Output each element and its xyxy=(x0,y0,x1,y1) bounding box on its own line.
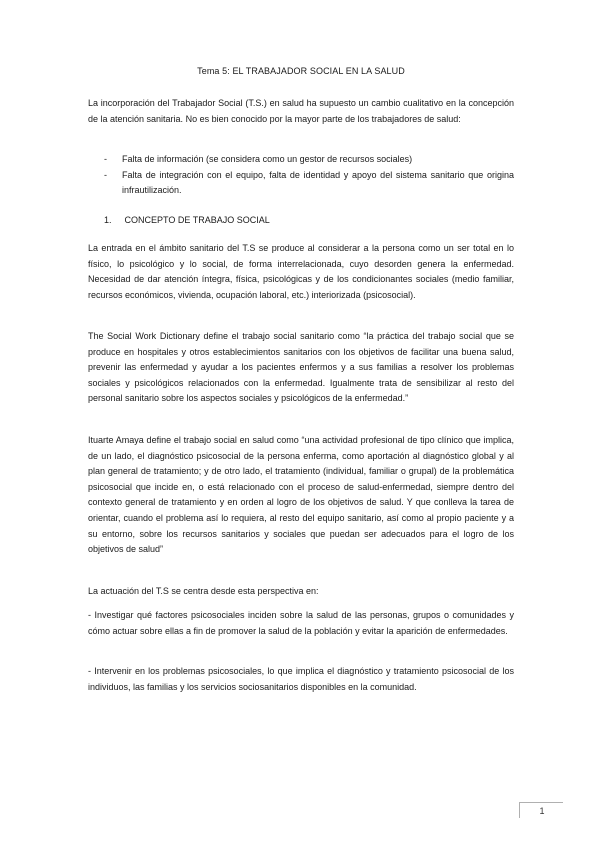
list-item xyxy=(88,168,514,199)
paragraph: - Intervenir en los problemas psicosociales, lo que implica el diagnóstico y tratamiento psicosocial de los individuos, las familias y los servicios sociosanitarios disponibles en la comunidad. xyxy=(88,666,514,692)
paragraph: La entrada en el ámbito sanitario del T.S se produce al considerar a la persona como un ser total en lo físico, lo psicológico y lo social, de forma interrelacionada, cuyo desorden genera la enfermedad. Necesidad de dar atención íntegra, física, psicológicas y de los condicionantes sociales (medio familiar, recursos económicos, vivienda, ocupación laboral, etc.) interiorizada (psicosocial). xyxy=(88,243,514,300)
paragraph: La actuación del T.S se centra desde esta perspectiva en: xyxy=(88,586,319,596)
paragraph: - Investigar qué factores psicosociales inciden sobre la salud de las personas, grupos o comunidades y cómo actuar sobre ellas a fin de promover la salud de la población y evitar la aparición de enfermedades. xyxy=(88,610,514,636)
section-heading xyxy=(88,213,514,229)
bullet-marker: - xyxy=(104,169,107,180)
section-heading-text: CONCEPTO DE TRABAJO SOCIAL xyxy=(124,215,270,225)
list-item xyxy=(88,152,514,168)
footer-divider-vertical xyxy=(519,802,520,818)
list-item-text: Falta de información (se considera como un gestor de recursos sociales) xyxy=(122,154,413,164)
bullet-marker: - xyxy=(104,154,107,164)
paragraph: The Social Work Dictionary define el trabajo social sanitario como “la práctica del trabajo social que se produce en hospitales y otros establecimientos sanitarios con los objetivos de facilitar una buena salud, prevenir las enfermedad y ayudar a los pacientes enfermos y a sus familias a resolver los problemas sociales y psicológicos relacionados con la enfermedad. Igualmente trata de sensibilizar al resto del personal sanitario sobre los aspectos sociales y psicológicos de la enfermedad.” xyxy=(88,331,514,404)
intro-paragraph: La incorporación del Trabajador Social (T.S.) en salud ha supuesto un cambio cualitativo en la concepción de la atención sanitaria. No es bien conocido por la mayor parte de los trabajadores de salud: xyxy=(88,98,514,124)
page-number: 1 xyxy=(539,806,545,816)
bullet-list xyxy=(88,152,514,199)
section-number: 1. xyxy=(104,215,112,225)
document-title: Tema 5: EL TRABAJADOR SOCIAL EN LA SALUD xyxy=(197,66,405,76)
list-item-text: Falta de integración con el equipo, falta de identidad y apoyo del sistema sanitario que origina infrautilización. xyxy=(122,169,514,196)
paragraph: Ituarte Amaya define el trabajo social en salud como “una actividad profesional de tipo clínico que implica, de un lado, el diagnóstico psicosocial de la persona enferma, como aportación al diagnóstico global y al plan general de tratamiento; y de otro lado, el tratamiento (individual, familiar o grupal) de la problemática psicosocial que incide en, o está relacionado con el proceso de salud-enfermedad, siempre dentro del contexto general de tratamiento y en orden al logro de los objetivos de salud. Y que conlleva la tarea de orientar, cuando el problema así lo requiera, al resto del equipo sanitario, así como al propio paciente y a su entorno, sobre los recursos sanitarios y sociales que puedan ser adecuados para el logro de los objetivos de salud” xyxy=(88,435,514,555)
footer-divider xyxy=(519,802,563,803)
